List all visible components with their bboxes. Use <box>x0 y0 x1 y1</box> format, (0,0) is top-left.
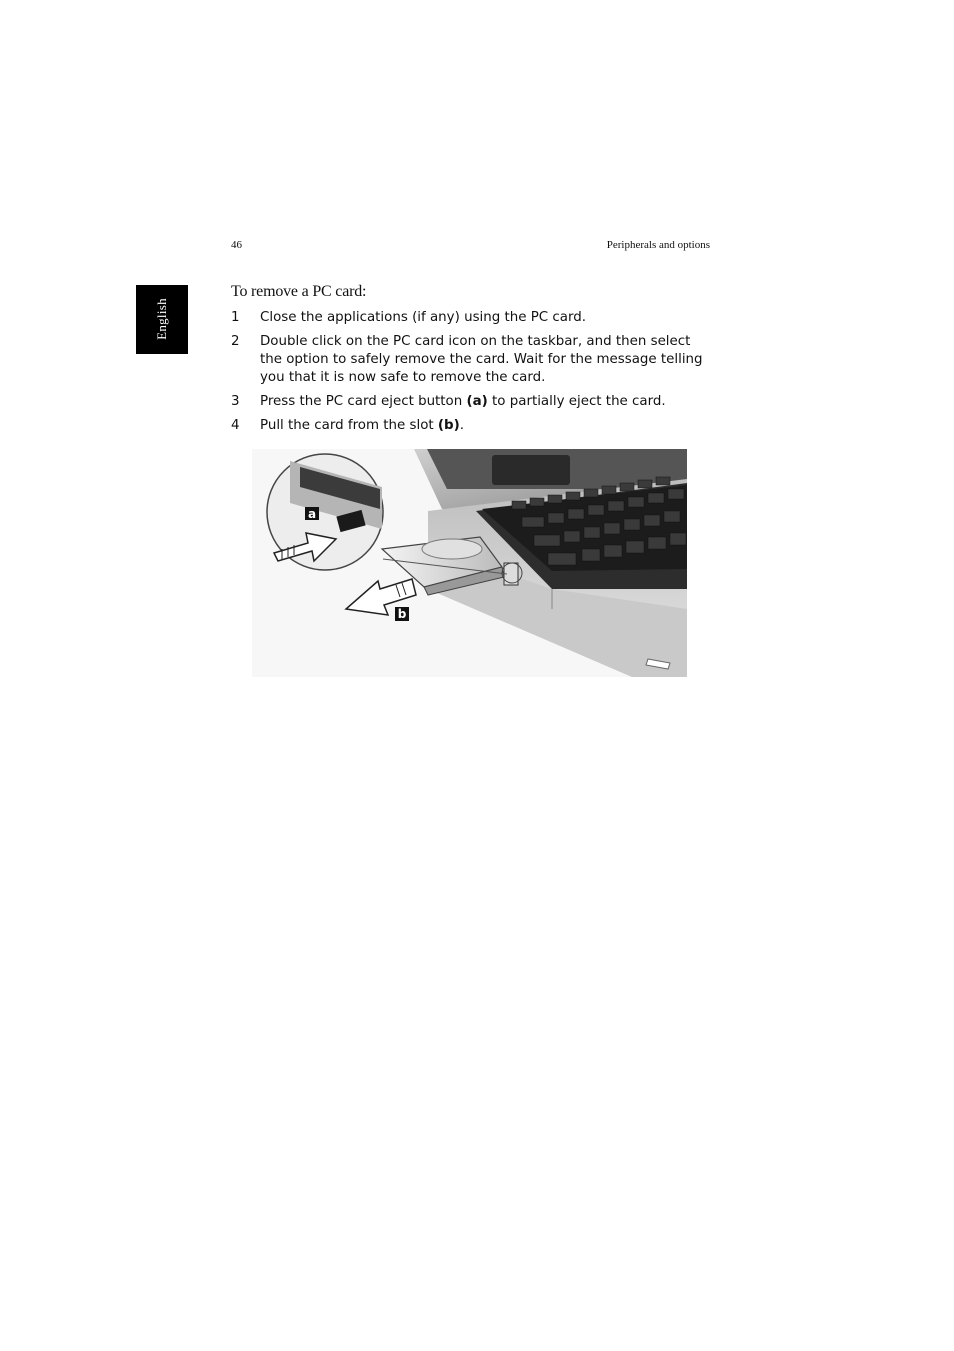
step-text-part: Pull the card from the slot <box>260 418 438 433</box>
step-number: 3 <box>231 394 240 409</box>
step-text-part: Press the PC card eject button <box>260 394 467 409</box>
step-number: 1 <box>231 310 240 325</box>
step-item <box>231 393 711 411</box>
language-tab <box>136 285 188 354</box>
step-bold-reference: (b) <box>437 418 460 433</box>
step-text: Close the applications (if any) using the PC card. <box>260 310 587 325</box>
label-a-text: a <box>307 507 317 521</box>
step-bold-reference: (a) <box>466 394 488 409</box>
step-item <box>231 309 711 327</box>
step-item <box>231 417 711 435</box>
section-title: To remove a PC card: <box>231 283 367 300</box>
chapter-title: Peripherals and options <box>606 239 710 251</box>
step-text <box>260 393 711 411</box>
step-text: Double click on the PC card icon on the taskbar, and then select the option to safely remove the card. Wait for the message telling you that it is now safe to remove the card. <box>260 334 703 385</box>
language-tab-label: English <box>154 298 169 340</box>
step-number: 4 <box>231 418 240 433</box>
step-text <box>260 417 711 435</box>
step-text-part: . <box>459 418 464 433</box>
label-b-text: b <box>397 607 407 621</box>
step-item <box>231 333 711 387</box>
steps-list <box>231 309 711 441</box>
pc-card-removal-illustration <box>252 449 687 677</box>
label-badge-a <box>305 507 319 521</box>
step-number: 2 <box>231 334 240 349</box>
page-number: 46 <box>231 239 242 251</box>
label-badge-b <box>395 607 409 621</box>
step-text-part: to partially eject the card. <box>487 394 666 409</box>
